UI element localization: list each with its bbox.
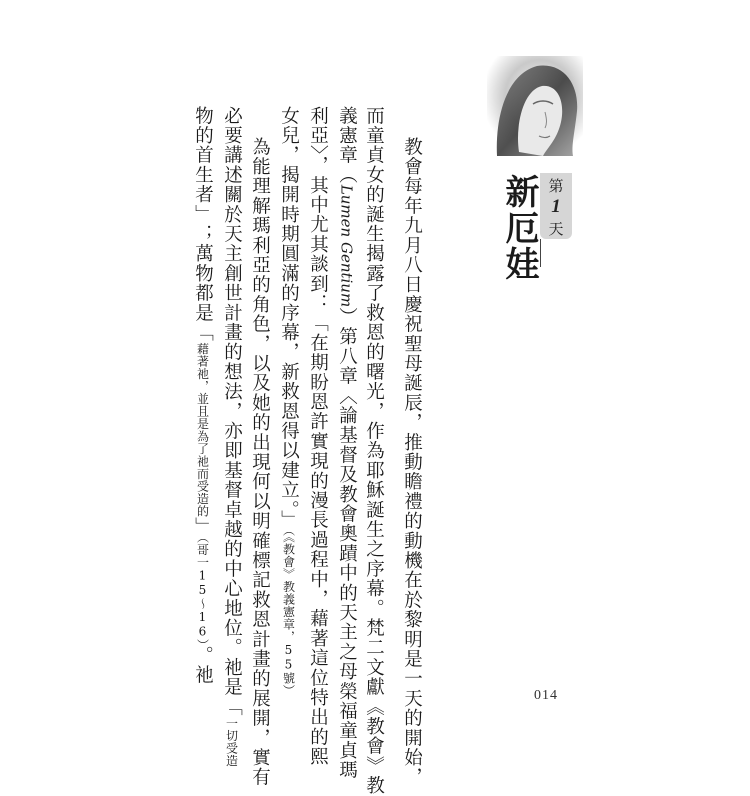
body-column-3 — [337, 106, 356, 780]
body-column-6: 為能理解瑪利亞的角色，以及她的出現何以明確標記救恩計畫的展開，實有 — [249, 137, 271, 788]
body-column-5-text: 女兒，揭開時期圓滿的序幕，新救恩得以建立。」 — [278, 106, 300, 531]
scripture-quote-1: 一切受造 — [224, 716, 239, 767]
body-column-3-text-b: ）第八章〈論基督及教會奧蹟中的天主之母榮福童貞瑪 — [336, 307, 358, 781]
body-column-8-text-b: 」 — [192, 517, 214, 538]
body-column-7 — [222, 106, 241, 767]
body-column-2: 而童貞女的誕生揭露了救恩的曙光，作為耶穌誕生之序幕。梵二文獻《教會》教 — [363, 106, 385, 796]
chapter-label-top: 第 — [548, 177, 564, 195]
badge-divider — [540, 239, 541, 267]
body-column-5 — [279, 106, 298, 697]
madonna-portrait-image — [487, 56, 583, 156]
latin-title: Lumen Gentium — [337, 184, 356, 308]
chapter-label-bottom: 天 — [548, 220, 564, 238]
chapter-badge — [540, 173, 572, 239]
citation-note: （《教會》教義憲章，55號） — [281, 530, 296, 698]
body-column-8-text-a: 物的首生者」；萬物都是「 — [192, 106, 214, 343]
body-column-3-text-a: 義憲章（ — [336, 106, 358, 185]
scripture-quote-2: 藉著祂，並且是為了祂而受造的 — [195, 342, 210, 518]
body-column-7-text: 必要講述關於天主創世計畫的想法，亦即基督卓越的中心地位。祂是「 — [221, 106, 243, 717]
scripture-reference: （哥一15～16） — [195, 537, 210, 646]
body-column-4: 利亞〉，其中尤其談到：「在期盼恩許實現的漫長過程中，藉著這位特出的熙 — [307, 106, 329, 767]
page-number: 014 — [534, 688, 558, 703]
body-column-8 — [193, 106, 212, 685]
body-column-1: 教會每年九月八日慶祝聖母誕辰，推動瞻禮的動機在於黎明是一天的開始， — [401, 137, 423, 788]
body-column-8-text-c: 。祂 — [192, 645, 214, 686]
chapter-title: 新厄娃 — [499, 174, 539, 282]
chapter-number: 1 — [551, 196, 561, 217]
